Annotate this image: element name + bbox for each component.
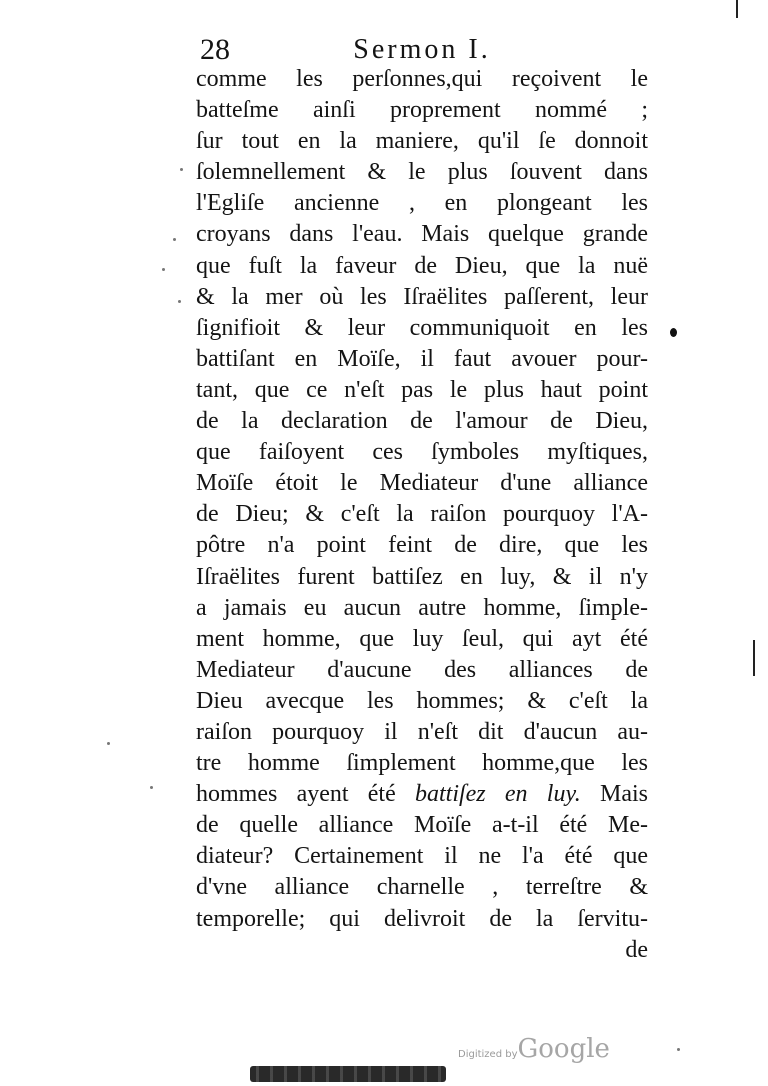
text-segment: Mais (580, 781, 648, 808)
text-line: diateur? Certainement il ne l'a été que (196, 843, 648, 870)
text-line: comme les perſonnes,qui reçoivent le (196, 66, 648, 92)
text-line: de la declaration de l'amour de Dieu, (196, 408, 648, 435)
text-line: que faiſoyent ces ſymboles myſtiques, (196, 439, 648, 466)
speck (150, 786, 153, 789)
digitized-watermark (458, 1034, 610, 1064)
catchword: de (625, 936, 648, 963)
text-segment: hommes ayent été (196, 781, 415, 808)
text-line-with-italic (196, 779, 648, 810)
italic-phrase: battiſez en luy. (414, 781, 581, 808)
text-line: que fuſt la faveur de Dieu, que la nuë (196, 252, 648, 279)
ink-smudge (250, 1066, 446, 1082)
edge-line-mark (753, 640, 755, 676)
text-line: a jamais eu aucun autre homme, ſimple- (196, 594, 648, 621)
text-line: d'vne alliance charnelle , terreſtre & (196, 874, 648, 901)
speck (677, 1048, 680, 1051)
text-line: Dieu avecque les hommes; & c'eſt la (196, 687, 648, 714)
margin-dot (670, 328, 677, 337)
running-title: Sermon I. (353, 34, 491, 65)
speck (178, 300, 181, 303)
text-line: de quelle alliance Moïſe a-t-il été Me- (196, 812, 648, 839)
text-line: tre homme ſimplement homme,que les (196, 750, 648, 777)
speck (162, 268, 165, 271)
speck (107, 742, 110, 745)
text-line: Iſraëlites furent battiſez en luy, & il n'y (196, 563, 648, 590)
speck (180, 168, 183, 171)
edge-line-mark (736, 0, 738, 18)
text-line: raiſon pourquoy il n'eſt dit d'aucun au- (196, 718, 648, 745)
text-line: ment homme, que luy ſeul, qui ayt été (196, 625, 648, 652)
text-line: Moïſe étoit le Mediateur d'une alliance (196, 470, 648, 497)
google-logo: Google (517, 1034, 610, 1064)
text-line: ſolemnellement & le plus ſouvent dans (196, 159, 648, 186)
text-line: battiſant en Moïſe, il faut avouer pour- (196, 345, 648, 372)
text-line: ſur tout en la maniere, qu'il ſe donnoit (196, 128, 648, 155)
body-text (196, 64, 648, 966)
text-line: Mediateur d'aucune des alliances de (196, 656, 648, 683)
text-line: croyans dans l'eau. Mais quelque grande (196, 221, 648, 248)
text-line: de Dieu; & c'eſt la raiſon pourquoy l'A- (196, 501, 648, 528)
text-line: tant, que ce n'eſt pas le plus haut point (196, 376, 648, 403)
watermark-prefix: Digitized by (458, 1049, 518, 1060)
text-line: batteſme ainſi proprement nommé ; (196, 97, 648, 124)
text-line: l'Egliſe ancienne , en plongeant les (196, 190, 648, 217)
text-line: pôtre n'a point feint de dire, que les (196, 532, 648, 559)
text-line: temporelle; qui delivroit de la ſervitu- (196, 905, 648, 932)
text-line: & la mer où les Iſraëlites paſſerent, leur (196, 283, 648, 310)
speck (173, 238, 176, 241)
text-line: ſignifioit & leur communiquoit en les (196, 314, 648, 341)
page-number: 28 (200, 33, 230, 66)
